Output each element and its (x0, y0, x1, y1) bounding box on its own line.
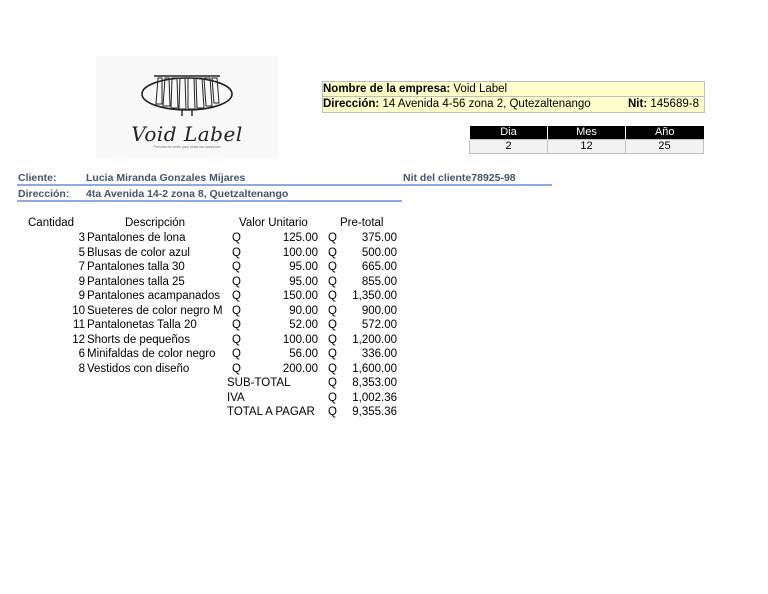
qty-header: Cantidad (28, 217, 75, 229)
row-unit-price: 100.00 (282, 333, 318, 346)
divider-line (17, 184, 552, 186)
row-description: Shorts de pequeños (87, 333, 190, 346)
row-qty: 7 (78, 261, 85, 273)
currency-symbol: Q (232, 290, 241, 302)
currency-symbol: Q (328, 319, 337, 331)
client-address-label: Dirección: (18, 188, 70, 200)
row-description: Vestidos con diseño (87, 362, 190, 375)
date-table (469, 126, 704, 154)
currency-symbol: Q (328, 290, 337, 302)
row-qty: 8 (78, 362, 85, 375)
table-row (0, 304, 420, 319)
row-unit-price: 95.00 (289, 275, 318, 288)
currency-symbol: Q (232, 333, 241, 346)
client-nit-label: Nit del cliente (403, 172, 472, 184)
totals-value: 1,002.36 (352, 391, 397, 404)
table-row (0, 260, 420, 275)
currency-symbol: Q (328, 261, 337, 273)
divider-line (17, 200, 402, 202)
row-pretotal: 375.00 (361, 232, 397, 244)
table-row (0, 347, 420, 362)
brand-tagline: Prendas de vestir para todas las ocasiones (153, 145, 221, 149)
currency-symbol: Q (328, 232, 337, 244)
row-qty: 11 (73, 319, 85, 331)
row-description: Pantalonetas Talla 20 (87, 319, 197, 331)
currency-symbol: Q (232, 304, 241, 317)
row-unit-price: 95.00 (289, 261, 318, 273)
currency-symbol: Q (328, 348, 337, 360)
company-nit-label: Nit: (628, 98, 648, 110)
row-unit-price: 52.00 (289, 319, 318, 331)
row-unit-price: 150.00 (282, 290, 318, 302)
row-description: Pantalones de lona (87, 232, 186, 244)
row-qty: 9 (78, 290, 85, 302)
row-pretotal: 1,200.00 (352, 333, 397, 346)
row-qty: 3 (78, 232, 85, 244)
row-qty: 10 (72, 304, 85, 317)
table-row (0, 362, 420, 377)
company-address-row (323, 97, 704, 111)
table-row (0, 231, 420, 246)
totals-row (0, 376, 420, 391)
totals-value: 8,353.00 (352, 377, 397, 389)
currency-symbol: Q (328, 275, 337, 288)
currency-symbol: Q (232, 362, 241, 375)
total-header: Pre-total (340, 217, 384, 229)
table-row (0, 275, 420, 290)
table-row (0, 333, 420, 348)
currency-symbol: Q (328, 304, 337, 317)
table-row (0, 289, 420, 304)
totals-row (0, 405, 420, 420)
currency-symbol: Q (232, 275, 241, 288)
row-pretotal: 665.00 (361, 261, 397, 273)
items-list (0, 231, 420, 376)
row-qty: 5 (78, 246, 85, 259)
row-description: Pantalones acampanados (87, 290, 220, 302)
row-description: Blusas de color azul (87, 246, 190, 259)
table-row (0, 318, 420, 333)
row-unit-price: 125.00 (282, 232, 318, 244)
currency-symbol: Q (328, 391, 337, 404)
client-name-label: Cliente: (18, 172, 57, 184)
totals-label: IVA (227, 391, 245, 404)
row-qty: 6 (78, 348, 85, 360)
currency-symbol: Q (328, 246, 337, 259)
row-qty: 12 (72, 333, 85, 346)
month-header: Mes (548, 126, 626, 140)
currency-symbol: Q (232, 319, 241, 331)
currency-symbol: Q (328, 377, 337, 389)
row-pretotal: 1,600.00 (352, 362, 397, 375)
currency-symbol: Q (328, 406, 337, 418)
company-name-label: Nombre de la empresa: (323, 83, 451, 95)
currency-symbol: Q (328, 333, 337, 346)
currency-symbol: Q (232, 348, 241, 360)
row-qty: 9 (78, 275, 85, 288)
row-unit-price: 200.00 (282, 362, 318, 375)
company-address: 14 Avenida 4-56 zona 2, Qutezaltenango (382, 98, 591, 110)
row-description: Sueteres de color negro M (87, 304, 223, 317)
year-value: 25 (626, 140, 704, 154)
currency-symbol: Q (232, 261, 241, 273)
client-nit-value: 78925-98 (471, 172, 516, 184)
client-name: Lucia Miranda Gonzales Mijares (86, 172, 246, 184)
row-description: Pantalones talla 30 (87, 261, 185, 273)
day-value: 2 (470, 140, 548, 154)
day-header: Dia (470, 126, 548, 140)
totals-label: TOTAL A PAGAR (227, 406, 315, 418)
company-name: Void Label (453, 83, 508, 95)
totals-row (0, 391, 420, 406)
totals-value: 9,355.36 (352, 406, 397, 418)
row-description: Minifaldas de color negro (87, 348, 216, 360)
row-pretotal: 336.00 (361, 348, 397, 360)
row-pretotal: 500.00 (361, 246, 397, 259)
totals-label: SUB-TOTAL (227, 377, 291, 389)
row-pretotal: 900.00 (361, 304, 397, 317)
company-nit-value: 145689-8 (650, 98, 699, 110)
table-row (0, 246, 420, 261)
company-info (322, 81, 705, 113)
currency-symbol: Q (232, 232, 241, 244)
currency-symbol: Q (328, 362, 337, 375)
row-description: Pantalones talla 25 (87, 275, 185, 288)
currency-symbol: Q (232, 246, 241, 259)
month-value: 12 (548, 140, 626, 154)
company-address-label: Dirección: (323, 98, 380, 110)
brand-name: Void Label (131, 122, 243, 146)
year-header: Año (626, 126, 704, 140)
row-pretotal: 855.00 (361, 275, 397, 288)
unit-header: Valor Unitario (239, 217, 308, 229)
row-pretotal: 572.00 (361, 319, 397, 331)
company-name-row (323, 82, 704, 97)
row-unit-price: 100.00 (282, 246, 318, 259)
client-address: 4ta Avenida 14-2 zona 8, Quetzaltenango (86, 188, 289, 200)
totals-section (0, 376, 420, 420)
row-unit-price: 90.00 (289, 304, 318, 317)
company-logo (96, 56, 278, 158)
company-nit (628, 97, 699, 111)
row-unit-price: 56.00 (289, 348, 318, 360)
row-pretotal: 1,350.00 (352, 290, 397, 302)
desc-header: Descripción (125, 217, 186, 229)
